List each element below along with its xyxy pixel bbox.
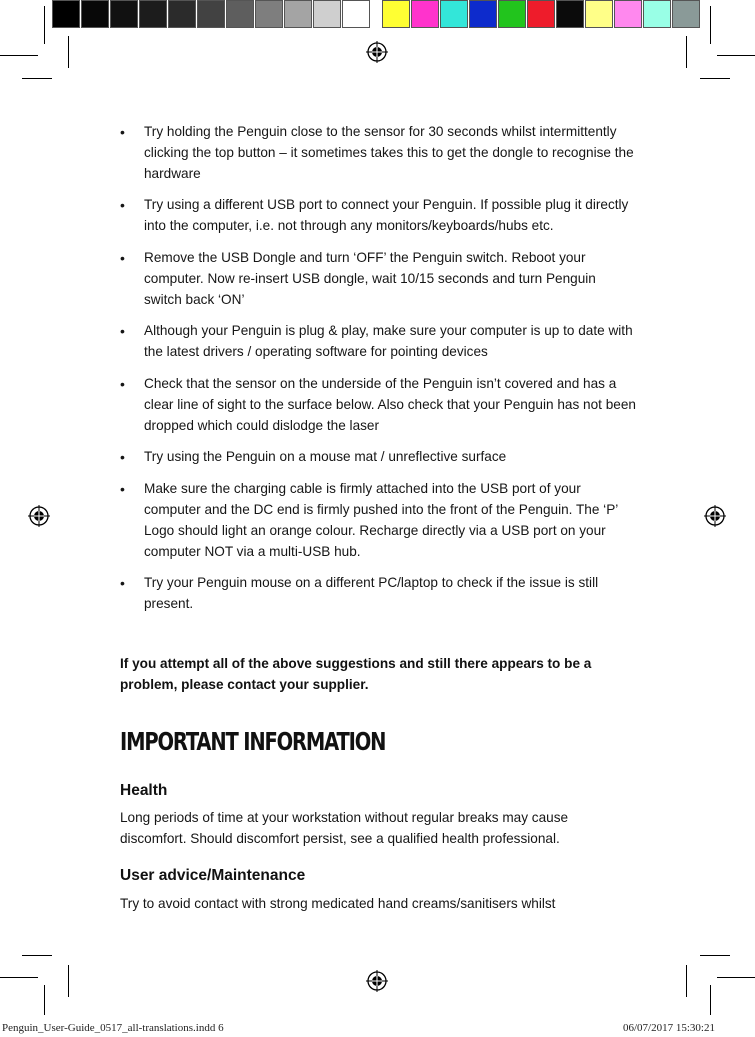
crop-mark bbox=[44, 985, 45, 1015]
crop-mark bbox=[700, 955, 730, 956]
bullet-icon: • bbox=[120, 449, 125, 466]
list-item bbox=[116, 374, 636, 436]
color-swatch bbox=[469, 0, 497, 28]
color-swatch bbox=[226, 0, 254, 28]
color-swatch bbox=[411, 0, 439, 28]
color-swatch bbox=[255, 0, 283, 28]
crop-mark bbox=[686, 36, 687, 68]
color-swatch bbox=[440, 0, 468, 28]
color-swatch bbox=[284, 0, 312, 28]
maintenance-heading: User advice/Maintenance bbox=[120, 867, 306, 884]
color-swatch bbox=[197, 0, 225, 28]
color-swatch bbox=[81, 0, 109, 28]
grayscale-color-bar bbox=[52, 0, 371, 30]
troubleshooting-list bbox=[116, 122, 636, 626]
slug-filename: Penguin_User-Guide_0517_all-translations.indd 6 bbox=[2, 1022, 224, 1034]
list-item bbox=[116, 195, 636, 237]
color-swatch bbox=[139, 0, 167, 28]
color-swatch bbox=[342, 0, 370, 28]
list-item-text: Remove the USB Dongle and turn ‘OFF’ the Penguin switch. Reboot your computer. Now re-insert USB dongle, wait 10/15 seconds and turn Penguin switch back ‘ON’ bbox=[144, 249, 596, 307]
list-item-text: Although your Penguin is plug & play, make sure your computer is up to date with the latest drivers / operating software for pointing devices bbox=[144, 323, 633, 360]
crop-mark bbox=[717, 55, 755, 56]
crop-mark bbox=[717, 977, 755, 978]
crop-mark bbox=[44, 6, 45, 44]
crop-mark bbox=[22, 955, 52, 956]
registration-mark-icon bbox=[28, 505, 50, 527]
bullet-icon: • bbox=[120, 375, 125, 392]
maintenance-paragraph: Try to avoid contact with strong medicated hand creams/sanitisers whilst bbox=[120, 896, 556, 911]
list-item bbox=[116, 321, 636, 363]
bullet-icon: • bbox=[120, 323, 125, 340]
list-item bbox=[116, 479, 636, 562]
registration-mark-icon bbox=[366, 970, 388, 992]
health-heading: Health bbox=[120, 782, 168, 799]
color-swatch bbox=[643, 0, 671, 28]
registration-mark-icon bbox=[366, 41, 388, 63]
section-title: IMPORTANT INFORMATION bbox=[120, 727, 386, 756]
bullet-icon: • bbox=[120, 481, 125, 498]
color-swatch bbox=[498, 0, 526, 28]
registration-mark-icon bbox=[704, 505, 726, 527]
color-swatch bbox=[382, 0, 410, 28]
bullet-icon: • bbox=[120, 197, 125, 214]
slug-timestamp: 06/07/2017 15:30:21 bbox=[623, 1022, 715, 1034]
color-swatch bbox=[672, 0, 700, 28]
color-swatch bbox=[168, 0, 196, 28]
list-item-text: Try using the Penguin on a mouse mat / unreflective surface bbox=[144, 449, 507, 465]
crop-mark bbox=[22, 78, 52, 79]
contact-supplier-note: If you attempt all of the above suggestions and still there appears to be a problem, please contact your supplier. bbox=[120, 656, 592, 692]
crop-mark bbox=[68, 36, 69, 68]
crop-mark bbox=[710, 6, 711, 44]
list-item-text: Make sure the charging cable is firmly attached into the USB port of your computer and the DC end is firmly pushed into the front of the Penguin. The ‘P’ Logo should light an orange colour. Recharge directly via a USB port on your computer NOT via a multi-USB hub. bbox=[144, 481, 618, 559]
bullet-icon: • bbox=[120, 575, 125, 592]
crop-mark bbox=[0, 55, 38, 56]
color-swatch bbox=[527, 0, 555, 28]
list-item bbox=[116, 447, 636, 468]
list-item-text: Try your Penguin mouse on a different PC/laptop to check if the issue is still present. bbox=[144, 575, 599, 612]
crop-mark bbox=[68, 965, 69, 997]
bullet-icon: • bbox=[120, 249, 125, 266]
list-item bbox=[116, 573, 636, 615]
health-paragraph: Long periods of time at your workstation without regular breaks may cause discomfort. Should discomfort persist, see a qualified health professional. bbox=[120, 810, 569, 846]
color-swatch bbox=[313, 0, 341, 28]
crop-mark bbox=[710, 985, 711, 1015]
list-item-text: Try holding the Penguin close to the sensor for 30 seconds whilst intermittently clicking the top button – it sometimes takes this to get the dongle to recognise the hardware bbox=[144, 124, 634, 181]
list-item bbox=[116, 122, 636, 184]
list-item bbox=[116, 248, 636, 310]
crop-mark bbox=[0, 977, 38, 978]
color-swatch bbox=[585, 0, 613, 28]
list-item-text: Try using a different USB port to connect your Penguin. If possible plug it directly into the computer, i.e. not through any monitors/keyboards/hubs etc. bbox=[144, 197, 629, 234]
color-swatch bbox=[110, 0, 138, 28]
color-swatch bbox=[614, 0, 642, 28]
crop-mark bbox=[686, 965, 687, 997]
list-item-text: Check that the sensor on the underside of the Penguin isn’t covered and has a clear line of sight to the surface below. Also check that your Penguin has not been dropped which could dislodge the laser bbox=[144, 375, 636, 433]
crop-mark bbox=[700, 78, 730, 79]
color-swatch bbox=[52, 0, 80, 28]
bullet-icon: • bbox=[120, 124, 125, 140]
color-swatch bbox=[556, 0, 584, 28]
process-color-bar bbox=[382, 0, 701, 30]
